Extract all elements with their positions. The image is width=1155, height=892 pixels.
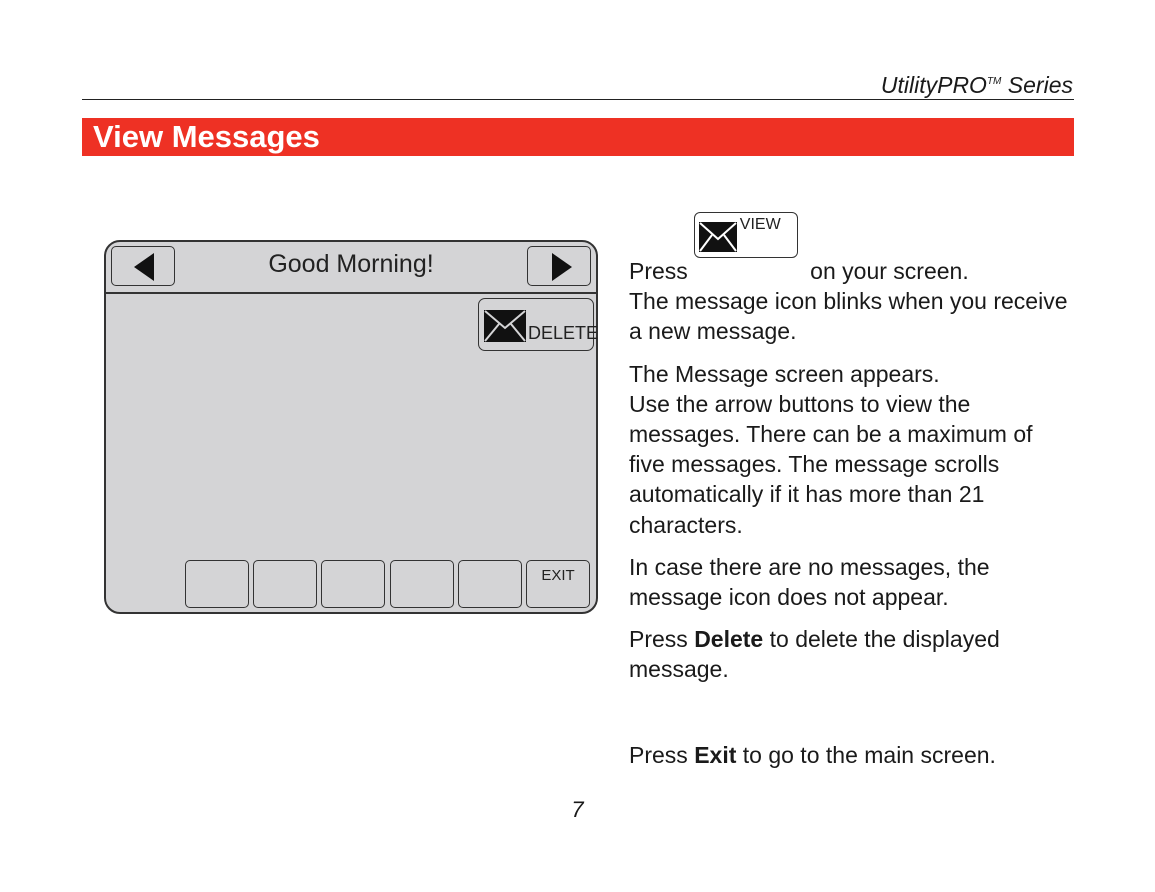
- page-number: 7: [571, 797, 584, 822]
- soft-button-2[interactable]: [253, 560, 317, 608]
- delete-label: DELETE: [528, 323, 599, 343]
- header-rule: [82, 99, 1074, 100]
- right-triangle-icon: [528, 247, 592, 287]
- press-text-exit: Press: [629, 741, 695, 768]
- soft-button-3[interactable]: [321, 560, 385, 608]
- screen-header-bar: [106, 242, 596, 294]
- delete-button[interactable]: [478, 298, 599, 351]
- soft-button-5[interactable]: [458, 560, 522, 608]
- envelope-icon: [699, 222, 737, 252]
- trademark-mark: TM: [986, 76, 1002, 87]
- instruction-arrows: Use the arrow buttons to view the messages. There can be a maximum of five messages. The message scrolls automatically if it has more than 21 characters.: [629, 390, 1033, 538]
- envelope-icon: [484, 310, 526, 342]
- press-text-rest: on your screen.: [803, 258, 969, 284]
- next-message-button[interactable]: [527, 246, 591, 286]
- delete-rest: to delete the displayed message.: [629, 626, 1000, 683]
- instruction-no-messages: In case there are no messages, the message icon does not appear.: [629, 553, 990, 611]
- soft-button-1[interactable]: [185, 560, 249, 608]
- series-suffix: Series: [1001, 72, 1073, 98]
- message-text: Good Morning!: [268, 250, 434, 278]
- exit-keyword: Exit: [694, 741, 737, 768]
- exit-rest: to go to the main screen.: [736, 741, 996, 768]
- view-button-icon: [694, 212, 798, 258]
- exit-button[interactable]: [526, 560, 590, 608]
- soft-button-4[interactable]: [390, 560, 454, 608]
- instruction-blink: The message icon blinks when you receive a new message.: [629, 288, 1068, 345]
- view-label: VIEW: [739, 216, 781, 233]
- instruction-screen-appears: The Message screen appears.: [629, 360, 940, 387]
- delete-keyword: Delete: [694, 626, 764, 653]
- section-title: View Messages: [82, 118, 1074, 156]
- thermostat-screen: [104, 240, 598, 614]
- instruction-delete: [629, 624, 1069, 684]
- press-text-1: Press: [629, 258, 688, 284]
- instructions: [629, 216, 1069, 770]
- exit-label: EXIT: [541, 567, 575, 584]
- press-text-delete: Press: [629, 626, 695, 653]
- instruction-exit: [629, 740, 1069, 770]
- series-name: UtilityPRO: [880, 72, 987, 98]
- series-title: [881, 72, 1073, 99]
